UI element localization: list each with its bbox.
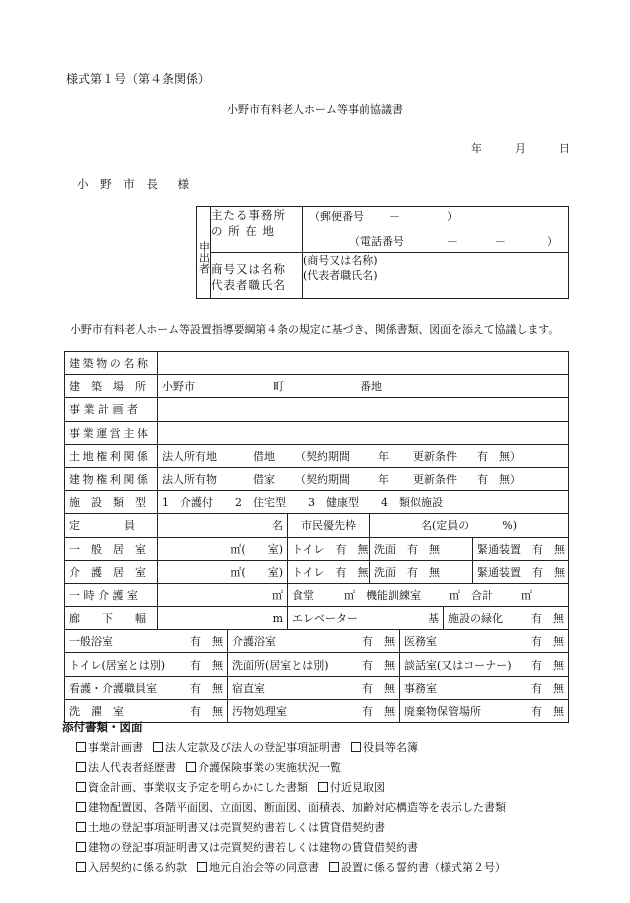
medical-room-label: 医務室 [404,635,437,649]
care-room-washroom[interactable]: 洗面 有 無 [370,560,473,583]
facility-table [64,351,569,723]
land-contract-year: 年 [378,449,389,463]
attachment-label: 事業計画書 [88,741,143,754]
attachments-heading: 添付書類・図面 [62,720,143,734]
general-bath-label: 一般浴室 [69,635,113,649]
operator-field[interactable] [158,421,569,444]
checkbox-icon[interactable] [76,742,86,752]
attachment-label: 入居契約に係る約款 [88,861,187,874]
date-month: 月 [515,142,526,155]
location-label: 建 築 場 所 [65,375,158,398]
checkbox-icon[interactable] [351,742,361,752]
list-item [76,838,516,858]
wash-separate-yesno: 有 無 [362,658,395,672]
applicant-table [196,206,569,299]
phone-dash-1: － [447,235,458,248]
corridor-width-field[interactable]: m [158,607,288,630]
attachment-checkbox-item[interactable] [76,841,418,854]
corridor-label: 廊 下 幅 [65,607,158,630]
phone-open: （電話番号 [349,235,404,248]
office-address-label [211,207,303,253]
capacity-field[interactable]: 名 [158,514,288,537]
land-owned: 法人所有地 [162,449,217,463]
checkbox-icon[interactable] [197,862,207,872]
wash-separate-field[interactable] [228,653,400,676]
table-row [65,560,569,583]
care-bath-label: 介護浴室 [232,635,276,649]
waste-storage-yesno: 有 無 [531,704,565,718]
office-yesno: 有 無 [531,681,565,695]
citizen-priority-field[interactable]: 名(定員の %) [370,514,569,537]
trade-name-label: (商号又は名称) [303,254,378,267]
list-item [76,818,516,838]
attachment-checkbox-item[interactable] [153,741,341,754]
training-label: ㎡ 機能訓練室 [344,588,421,602]
date-year: 年 [471,142,482,155]
total-unit: ㎡ [521,588,532,602]
general-room-toilet[interactable]: トイレ 有 無 [288,537,370,560]
attachment-checkbox-item[interactable] [76,781,308,794]
care-bath-yesno: 有 無 [362,635,395,649]
dining-label: 食堂 [292,588,314,602]
waste-storage-label: 廃棄物保管場所 [404,704,481,718]
general-bath-field[interactable] [65,630,228,653]
facility-type-options[interactable]: 1 介護付 2 住宅型 3 健康型 4 類似施設 [158,491,569,514]
office-label: 事務室 [404,681,437,695]
lounge-label: 談話室(又はコーナー) [404,658,512,672]
checkbox-icon[interactable] [76,842,86,852]
land-contract: （契約期間 [295,449,350,463]
checkbox-icon[interactable] [76,822,86,832]
staff-room-yesno: 有 無 [190,681,223,695]
table-row [65,583,569,606]
total-label: ㎡ 合計 [449,588,493,602]
facility-type-label: 施 設 類 型 [65,491,158,514]
attachments-list [76,738,516,878]
list-item [76,798,516,818]
laundry-yesno: 有 無 [190,704,223,718]
planner-label: 事 業 計 画 者 [65,398,158,421]
greenery-label: 施設の緑化 [448,612,503,626]
attachment-checkbox-item[interactable] [76,741,143,754]
bldg-rights-label: 建物権利関係 [65,467,158,490]
checkbox-icon[interactable] [76,802,86,812]
toilet-separate-label: トイレ(居室とは別) [69,658,166,672]
name-label-line2: 代表者職氏名 [211,278,286,292]
name-field[interactable] [303,253,569,299]
toilet-separate-field[interactable] [65,653,228,676]
elevator-label: エレベーター [292,612,358,626]
laundry-label: 洗 濯 室 [69,704,124,718]
attachment-label: 介護保険事業の実施状況一覧 [198,761,341,774]
table-row [65,491,569,514]
medical-room-yesno: 有 無 [531,635,565,649]
location-lot: 番地 [360,380,382,394]
staff-room-label: 看護・介護職員室 [69,681,157,695]
attachment-label: 法人代表者経歴書 [88,761,176,774]
table-row [65,607,569,630]
attachment-label: 役員等名簿 [363,741,418,754]
greenery-yesno: 有 無 [531,612,565,626]
attachment-checkbox-item[interactable] [76,821,385,834]
elevator-unit: 基 [428,612,439,626]
building-name-label: 建築物の名称 [65,352,158,375]
operator-label: 事業運営主体 [65,421,158,444]
medical-room-field[interactable] [400,630,569,653]
bldg-renewal: 更新条件 [413,473,457,487]
general-room-washroom[interactable]: 洗面 有 無 [370,537,473,560]
attachment-checkbox-item[interactable] [329,861,506,874]
wash-separate-label: 洗面所(居室とは別) [232,658,329,672]
lounge-yesno: 有 無 [531,658,565,672]
dining-training-total[interactable] [288,583,569,606]
elevator-field[interactable] [288,607,444,630]
attachment-label: 設置に係る誓約書（様式第２号） [341,861,506,874]
temp-care-room-area[interactable]: ㎡ [158,583,288,606]
care-room-alarm[interactable]: 緊通装置 有 無 [473,560,569,583]
soiled-room-yesno: 有 無 [362,704,395,718]
general-room-alarm[interactable]: 緊通装置 有 無 [473,537,569,560]
attachment-checkbox-item[interactable] [76,801,506,814]
name-label-line1: 商号又は名称 [211,262,286,276]
bldg-rights-field[interactable] [158,467,569,490]
office-label-line2: の 所 在 地 [211,224,275,238]
waste-storage-field[interactable] [400,699,569,722]
phone-close: ） [547,235,558,248]
list-item [76,778,516,798]
postal-dash: － [389,210,400,223]
representative-label: (代表者職氏名) [303,269,378,282]
planner-field[interactable] [158,398,569,421]
soiled-room-label: 汚物処理室 [232,704,287,718]
date-line [471,140,570,156]
location-town: 町 [273,380,284,394]
table-row [65,444,569,467]
land-leased: 借地 [253,449,275,463]
building-name-field[interactable] [158,352,569,375]
toilet-separate-yesno: 有 無 [190,658,223,672]
list-item [76,738,516,758]
care-bath-field[interactable] [228,630,400,653]
general-bath-yesno: 有 無 [190,635,223,649]
table-row [65,514,569,537]
capacity-label: 定 員 [65,514,158,537]
office-address-field[interactable] [303,207,569,253]
attachment-checkbox-item[interactable] [186,761,341,774]
care-room-label: 介 護 居 室 [65,560,158,583]
bldg-owned: 法人所有物 [162,473,217,487]
checkbox-icon[interactable] [186,762,196,772]
table-row [65,676,569,699]
checkbox-icon[interactable] [76,862,86,872]
bldg-contract-year: 年 [378,473,389,487]
general-room-label: 一 般 居 室 [65,537,158,560]
bldg-contract: （契約期間 [295,473,350,487]
temp-care-room-label: 一 時 介 護 室 [65,583,158,606]
checkbox-icon[interactable] [76,782,86,792]
checkbox-icon[interactable] [76,762,86,772]
citizen-priority-label: 市民優先枠 [288,514,370,537]
attachment-checkbox-item[interactable] [197,861,319,874]
table-row [65,421,569,444]
greenery-field[interactable] [444,607,569,630]
care-room-toilet[interactable]: トイレ 有 無 [288,560,370,583]
soiled-room-field[interactable] [228,699,400,722]
location-city: 小野市 [162,380,195,394]
postal-open: （郵便番号 [309,210,364,223]
document-title: 小野市有料老人ホーム等事前協議書 [227,103,403,116]
checkbox-icon[interactable] [318,782,328,792]
lounge-field[interactable] [400,653,569,676]
care-room-area[interactable]: ㎡( 室) [158,560,288,583]
list-item [76,858,516,878]
attachment-label: 資金計画、事業収支予定を明らかにした書類 [88,781,308,794]
bldg-yesno: 有 無） [477,473,521,487]
duty-room-yesno: 有 無 [362,681,395,695]
form-number: 様式第１号（第４条関係） [66,72,211,86]
table-row [65,630,569,653]
table-row [65,398,569,421]
attachment-label: 建物の登記事項証明書又は売買契約書若しくは建物の賃貸借契約書 [88,841,418,854]
land-rights-label: 土地権利関係 [65,444,158,467]
attachment-label: 建物配置図、各階平面図、立面図、断面図、面積表、加齢対応構造等を表示した書類 [88,801,506,814]
table-row [65,352,569,375]
intro-text: 小野市有料老人ホーム等設置指導要綱第４条の規定に基づき、関係書類、図面を添えて協議します。 [70,323,560,336]
attachment-label: 法人定款及び法人の登記事項証明書 [165,741,341,754]
attachment-label: 付近見取図 [330,781,385,794]
addressee: 小 野 市 長 様 [77,177,193,191]
checkbox-icon[interactable] [153,742,163,752]
attachment-label: 地元自治会等の同意書 [209,861,319,874]
table-row [65,537,569,560]
duty-room-field[interactable] [228,676,400,699]
applicant-side-label: 申出者 [197,207,211,299]
office-label-line1: 主たる事務所 [211,208,286,222]
attachment-checkbox-item[interactable] [76,861,187,874]
phone-dash-2: － [495,235,506,248]
list-item [76,758,516,778]
land-rights-field[interactable] [158,444,569,467]
staff-room-field[interactable] [65,676,228,699]
attachment-checkbox-item[interactable] [318,781,385,794]
attachment-checkbox-item[interactable] [76,761,176,774]
postal-close: ） [447,210,458,223]
attachment-label: 土地の登記事項証明書又は売買契約書若しくは賃貸借契約書 [88,821,385,834]
name-label [211,253,303,299]
table-row [65,467,569,490]
general-room-area[interactable]: ㎡( 室) [158,537,288,560]
land-renewal: 更新条件 [413,449,457,463]
land-yesno: 有 無） [477,449,521,463]
location-field[interactable] [158,375,569,398]
table-row [65,375,569,398]
checkbox-icon[interactable] [329,862,339,872]
bldg-leased: 借家 [253,473,275,487]
table-row [65,653,569,676]
attachment-checkbox-item[interactable] [351,741,418,754]
office-field[interactable] [400,676,569,699]
date-day: 日 [559,142,570,155]
duty-room-label: 宿直室 [232,681,265,695]
